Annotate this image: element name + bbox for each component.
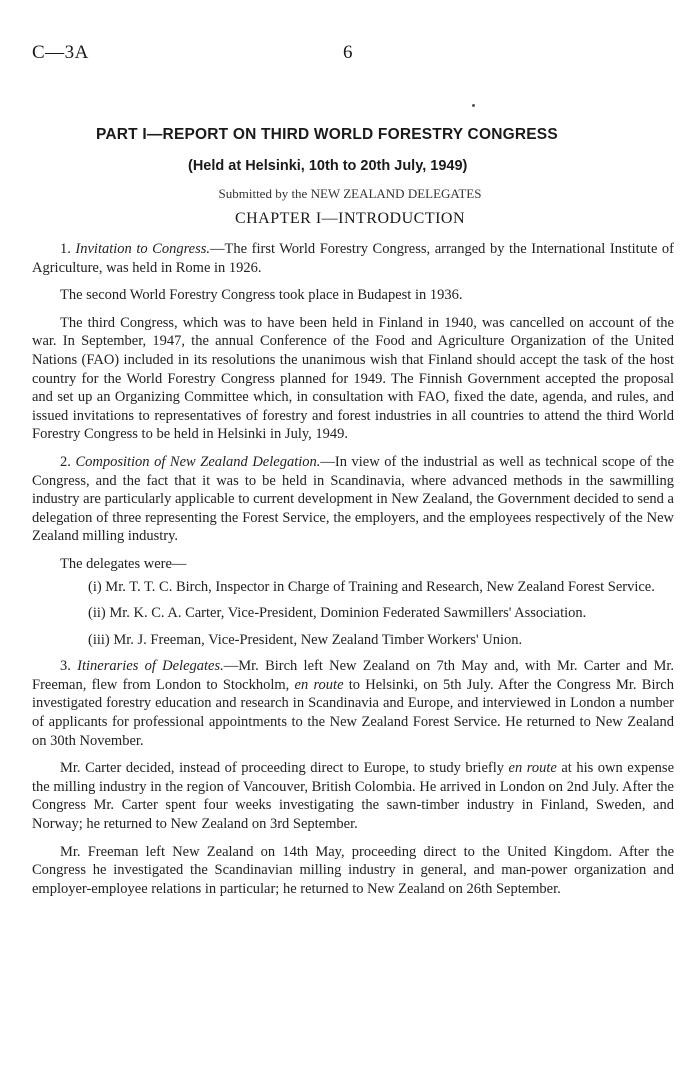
paragraph-3-2 xyxy=(32,759,674,833)
delegates-intro: The delegates were— xyxy=(60,555,187,572)
delegate-item: (ii) Mr. K. C. A. Carter, Vice-President, Dominion Federated Sawmillers' Association. xyxy=(88,605,587,622)
section-title: Composition of New Zealand Delegation. xyxy=(75,453,321,470)
paragraph-text: at his own expense the milling industry in the region of Vancouver, British Colombia. He arrived in London on 2nd July. After the Congress Mr. Carter spent four weeks investigating the sawn-timber industry in Finland, Sweden, and Norway; he returned to New Zealand on 3rd September. xyxy=(32,760,674,833)
paragraph-1-3: The third Congress, which was to have been held in Finland in 1940, was cancelled on account of the war. In September, 1947, the annual Conference of the Food and Agriculture Organization of the United Nations (FAO) included in its resolutions the unanimous wish that Finland should accept the task of the host country for the World Forestry Congress planned for 1949. The Finnish Government accepted the proposal and set up an Organizing Committee which, in consultation with FAO, fixed the date, agenda, and rules, and issued invitations to representatives of forestry and forest industries in all countries to attend the third World Forestry Congress to be held in Helsinki in July, 1949. xyxy=(32,314,674,443)
paragraph-text: to Helsinki, on 5th July. After the Congress Mr. Birch investigated forestry education and research in Scandinavia and Europe, and interviewed in London a number of applicants for professional appointments to the New Zealand Forest Service. He returned to New Zealand on 30th November. xyxy=(32,676,674,749)
delegate-item: (i) Mr. T. T. C. Birch, Inspector in Charge of Training and Research, New Zealand Forest Service. xyxy=(88,578,655,595)
paragraph-text: Mr. Carter decided, instead of proceeding direct to Europe, to study briefly xyxy=(60,760,509,777)
page-number: 6 xyxy=(343,42,353,63)
chapter-heading: CHAPTER I—INTRODUCTION xyxy=(234,210,466,227)
section-title: Itineraries of Delegates. xyxy=(77,658,224,675)
report-subtitle: (Held at Helsinki, 10th to 20th July, 1949) xyxy=(188,158,468,174)
paragraph-text: —The first World Forestry Congress, arranged by the International Institute of Agriculture, was held in Rome in 1926. xyxy=(32,241,675,276)
delegate-item: (iii) Mr. J. Freeman, Vice-President, New Zealand Timber Workers' Union. xyxy=(88,631,523,648)
section-number: 2. xyxy=(60,453,76,470)
section-number: 1. xyxy=(60,241,76,257)
paragraph-3-3: Mr. Freeman left New Zealand on 14th May, proceeding direct to the United Kingdom. After the Congress he investigated the Scandinavian milling industry in general, and man-power organization and employer-employee relations in particular; he returned to New Zealand on 26th September. xyxy=(32,843,674,897)
italic-phrase: en route xyxy=(508,760,557,777)
body-text xyxy=(32,240,674,907)
section-title: Invitation to Congress. xyxy=(75,241,211,257)
paragraph-2-1 xyxy=(32,453,674,546)
paragraph-3-1 xyxy=(32,657,674,750)
submitted-by: Submitted by the NEW ZEALAND DELEGATES xyxy=(218,186,482,201)
paragraph-text: —Mr. Birch left New Zealand on 7th May and, with Mr. Carter and Mr. Freeman, flew from London to Stockholm, xyxy=(32,658,675,693)
section-number: 3. xyxy=(60,658,78,675)
italic-phrase: en route xyxy=(294,676,344,693)
document-code: C—3A xyxy=(32,42,89,63)
speck-mark xyxy=(472,104,475,107)
paragraph-1-1 xyxy=(32,240,674,277)
report-title: PART I—REPORT ON THIRD WORLD FORESTRY CONGRESS xyxy=(96,126,558,143)
paragraph-text: —In view of the industrial as well as technical scope of the Congress, and the fact that it was to be held in Scandinavia, where advanced methods in the sawmilling industry are particularly applicable to current development in New Zealand, the Government decided to send a delegation of three representing the Forest Service, the employers, and the employees respectively of the New Zealand milling industry. xyxy=(32,453,675,545)
paragraph-1-2: The second World Forestry Congress took place in Budapest in 1936. xyxy=(60,287,463,304)
